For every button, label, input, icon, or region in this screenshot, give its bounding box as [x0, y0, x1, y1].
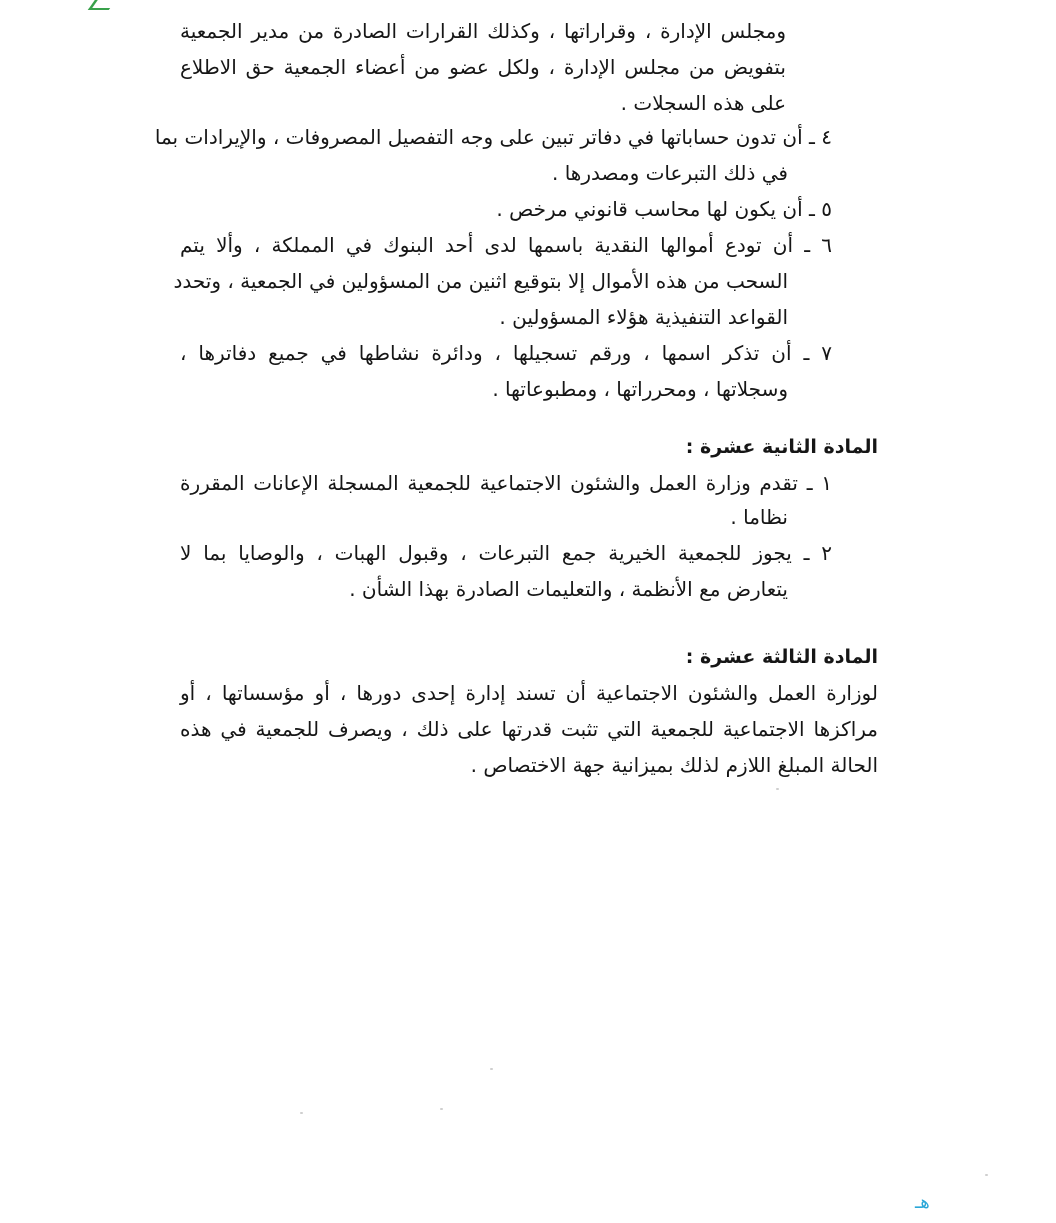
article-13 — [180, 640, 878, 780]
paragraph-line: لوزارة العمل والشئون الاجتماعية أن تسند إدارة إحدى دورها ، أو مؤسساتها ، أو — [180, 681, 878, 705]
text-line: السحب من هذه الأموال إلا بتوقيع اثنين من المسؤولين في الجمعية ، وتحدد — [173, 269, 788, 293]
text-line: على هذه السجلات . — [620, 91, 786, 115]
text-line: وسجلاتها ، ومحرراتها ، ومطبوعاتها . — [492, 377, 788, 401]
text-line: ومجلس الإدارة ، وقراراتها ، وكذلك القرارات الصادرة من مدير الجمعية — [180, 19, 786, 43]
article-13-heading: المادة الثالثة عشرة : — [685, 646, 878, 668]
paragraph-line: مراكزها الاجتماعية للجمعية التي تثبت قدرتها على ذلك ، ويصرف للجمعية في هذه — [180, 717, 878, 741]
paragraph-line: الحالة المبلغ اللازم لذلك بميزانية جهة الاختصاص . — [470, 753, 878, 777]
scan-speck — [776, 788, 779, 790]
list-item-1: ١ ـ تقدم وزارة العمل والشئون الاجتماعية للجمعية المسجلة الإعانات المقررة — [180, 471, 832, 495]
page-number: هـ — [915, 1192, 930, 1213]
scan-speck — [440, 1108, 443, 1110]
text-line: يتعارض مع الأنظمة ، والتعليمات الصادرة بهذا الشأن . — [349, 577, 788, 601]
scan-speck — [985, 1174, 988, 1176]
article-12-heading: المادة الثانية عشرة : — [685, 436, 878, 458]
list-item-5: ٥ ـ أن يكون لها محاسب قانوني مرخص . — [496, 197, 832, 221]
text-line: القواعد التنفيذية هؤلاء المسؤولين . — [499, 305, 788, 329]
list-items-4-7 — [154, 120, 832, 401]
list-item-7: ٧ ـ أن تذكر اسمها ، ورقم تسجيلها ، ودائرة نشاطها في جميع دفاترها ، — [180, 341, 832, 365]
list-item-2: ٢ ـ يجوز للجمعية الخيرية جمع التبرعات ، وقبول الهبات ، والوصايا بما لا — [180, 541, 832, 565]
corner-mark — [88, 0, 117, 10]
text-line: في ذلك التبرعات ومصدرها . — [552, 161, 788, 185]
scan-speck — [300, 1112, 303, 1114]
text-line: نظاما . — [730, 505, 788, 529]
scan-speck — [490, 1068, 493, 1070]
list-item-6: ٦ ـ أن تودع أموالها النقدية باسمها لدى أحد البنوك في المملكة ، وألا يتم — [180, 233, 832, 257]
text-line: بتفويض من مجلس الإدارة ، ولكل عضو من أعضاء الجمعية حق الاطلاع — [180, 55, 786, 79]
article-12 — [180, 430, 878, 610]
list-item-4: ٤ ـ أن تدون حساباتها في دفاتر تبين على وجه التفصيل المصروفات ، والإيرادات بما — [154, 125, 832, 149]
